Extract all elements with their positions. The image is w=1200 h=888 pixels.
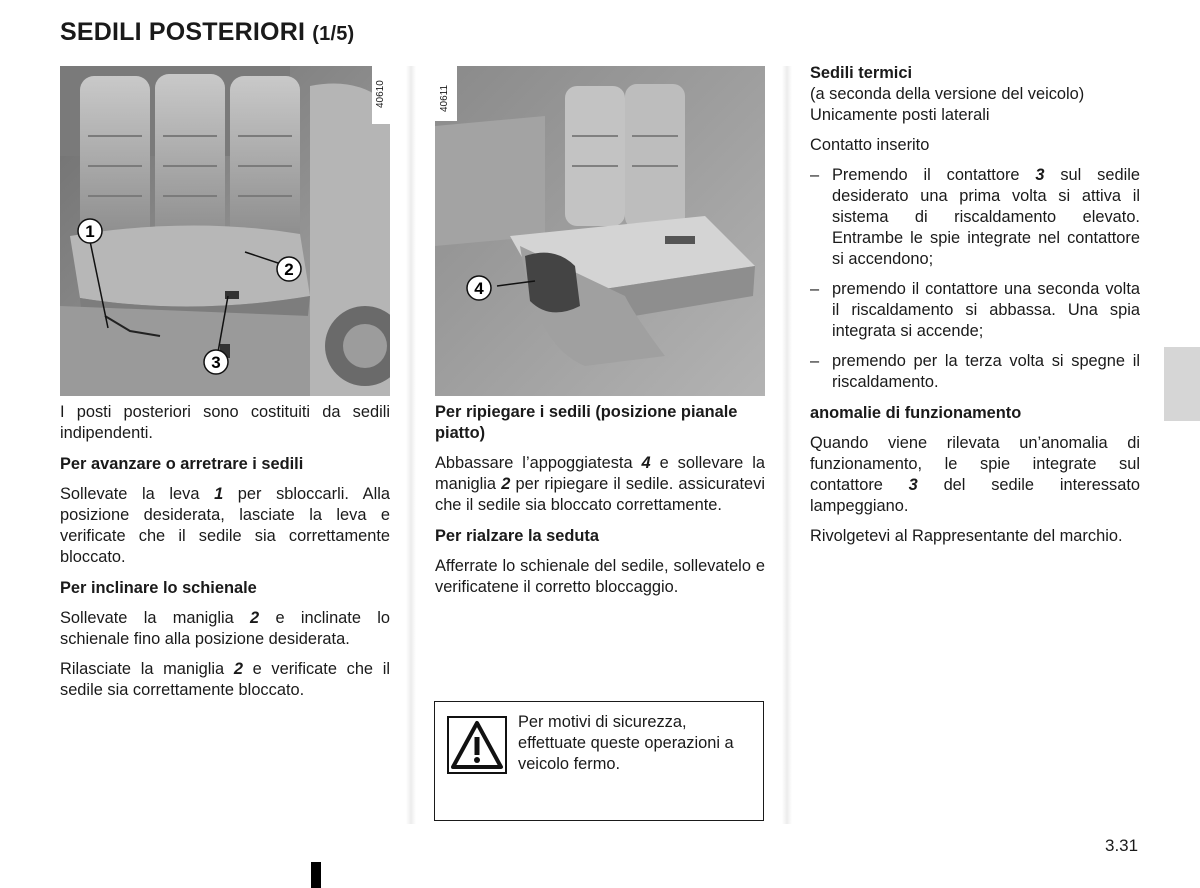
- sub-note: Unicamente posti laterali: [810, 106, 990, 124]
- middle-column: [435, 402, 765, 598]
- page-title: [60, 18, 354, 47]
- paragraph: Afferrate lo schienale del sedile, sollevatelo e verificatene il corretto bloccaggio.: [435, 557, 765, 596]
- paragraph: Rilasciate la maniglia 2 e verificate che il sedile sia correttamente bloccato.: [60, 660, 390, 699]
- warning-text: Per motivi di sicurezza, effettuate queste operazioni a veicolo fermo.: [518, 713, 734, 773]
- paragraph: Quando viene rilevata un’anomalia di funzionamento, le spie integrate sul contattore 3 del sedile interessato lampeggiano.: [810, 434, 1140, 515]
- section-heading: anomalie di funzionamento: [810, 404, 1022, 422]
- paragraph: Abbassare l’appoggiatesta 4 e sollevare la maniglia 2 per ripiegare il sedile. assicuratevi che il sedile sia bloccato correttamente.: [435, 454, 765, 514]
- callout-1: [78, 219, 102, 243]
- section-heading: Per inclinare lo schienale: [60, 579, 257, 597]
- paragraph: Contatto inserito: [810, 136, 930, 154]
- section-heading: Per rialzare la seduta: [435, 527, 599, 545]
- column-separator: [782, 66, 792, 824]
- sub-note: (a seconda della versione del veicolo): [810, 85, 1085, 103]
- title-suffix: (1/5): [312, 23, 355, 45]
- warning-box: [434, 701, 764, 821]
- intro-text: I posti posteriori sono costituiti da sedili indipendenti.: [60, 403, 390, 442]
- list-item: – premendo il contattore una seconda volta il riscaldamento si abbassa. Una spia integrata si accende;: [810, 280, 1140, 340]
- section-heading: Sedili termici: [810, 64, 913, 82]
- figure-code: 40611: [439, 84, 450, 112]
- section-heading: Per ripiegare i sedili (posizione pianale piatto): [435, 403, 738, 442]
- svg-text:3: 3: [211, 353, 221, 372]
- paragraph: Sollevate la maniglia 2 e inclinate lo schienale fino alla posizione desiderata.: [60, 609, 390, 648]
- column-separator: [406, 66, 416, 824]
- print-mark: [311, 862, 321, 888]
- figure-code: 40610: [375, 80, 386, 108]
- section-heading: Per avanzare o arretrare i sedili: [60, 455, 304, 473]
- warning-icon: [447, 716, 507, 774]
- callout-4: [467, 276, 491, 300]
- section-tab: [1164, 347, 1200, 421]
- paragraph: Rivolgetevi al Rappresentante del marchio.: [810, 527, 1123, 545]
- callout-3: [204, 350, 228, 374]
- left-column: [60, 402, 390, 701]
- list-item: – premendo per la terza volta si spegne il riscaldamento.: [810, 352, 1140, 391]
- list-item: – Premendo il contattore 3 sul sedile desiderato una prima volta si attiva il sistema di riscaldamento elevato. Entrambe le spie integrate nel contattore si accendono;: [810, 166, 1140, 268]
- svg-text:4: 4: [474, 279, 484, 298]
- svg-text:2: 2: [284, 260, 294, 279]
- folded-seat-photo: [435, 66, 765, 396]
- paragraph: Sollevate la leva 1 per sbloccarli. Alla posizione desiderata, lasciate la leva e verificate che il sedile sia correttamente bloccato.: [60, 485, 390, 566]
- rear-seats-photo: [60, 66, 390, 396]
- svg-text:1: 1: [85, 222, 95, 241]
- title-text: SEDILI POSTERIORI: [60, 18, 306, 46]
- callout-2: [277, 257, 301, 281]
- right-column: [810, 63, 1140, 547]
- page-number: 3.31: [1105, 836, 1139, 855]
